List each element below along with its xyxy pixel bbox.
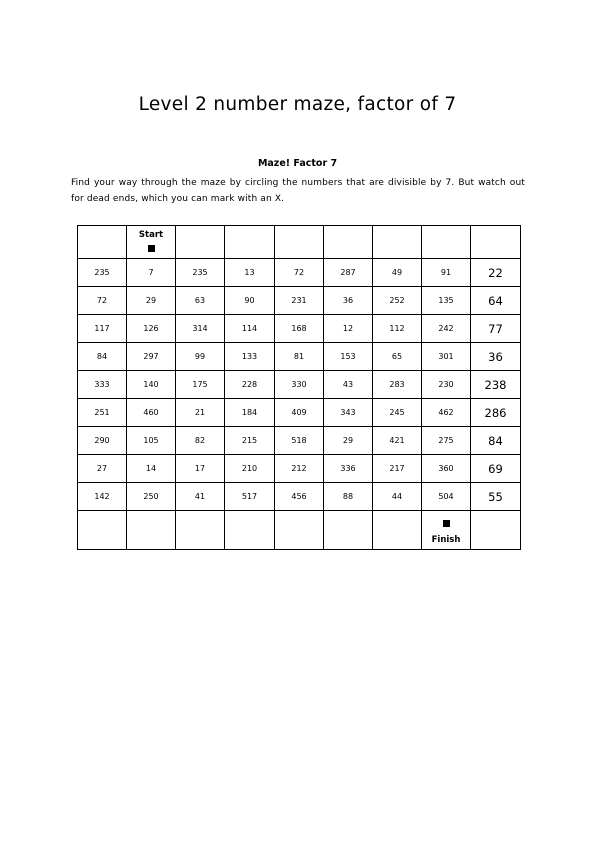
maze-number-cell[interactable]: 99 bbox=[176, 343, 225, 371]
maze-number-cell[interactable]: 360 bbox=[422, 455, 471, 483]
maze-number-cell[interactable]: 142 bbox=[78, 483, 127, 511]
maze-number-cell[interactable]: 36 bbox=[324, 287, 373, 315]
maze-empty-cell bbox=[373, 511, 422, 550]
maze-start-row bbox=[78, 226, 521, 259]
maze-number-cell[interactable]: 112 bbox=[373, 315, 422, 343]
maze-empty-cell bbox=[324, 511, 373, 550]
maze-number-cell[interactable]: 29 bbox=[127, 287, 176, 315]
maze-empty-cell bbox=[373, 226, 422, 259]
maze-number-cell[interactable]: 242 bbox=[422, 315, 471, 343]
maze-grid bbox=[77, 225, 521, 550]
maze-number-cell[interactable]: 230 bbox=[422, 371, 471, 399]
maze-number-cell[interactable]: 286 bbox=[471, 399, 521, 427]
maze-number-cell[interactable]: 17 bbox=[176, 455, 225, 483]
maze-row bbox=[78, 315, 521, 343]
maze-number-cell[interactable]: 175 bbox=[176, 371, 225, 399]
maze-row bbox=[78, 259, 521, 287]
maze-number-cell[interactable]: 290 bbox=[78, 427, 127, 455]
maze-row bbox=[78, 455, 521, 483]
maze-number-cell[interactable]: 287 bbox=[324, 259, 373, 287]
finish-marker-icon bbox=[443, 520, 450, 527]
maze-number-cell[interactable]: 13 bbox=[225, 259, 275, 287]
maze-empty-cell bbox=[78, 511, 127, 550]
maze-number-cell[interactable]: 65 bbox=[373, 343, 422, 371]
maze-number-cell[interactable]: 140 bbox=[127, 371, 176, 399]
maze-number-cell[interactable]: 69 bbox=[471, 455, 521, 483]
maze-number-cell[interactable]: 64 bbox=[471, 287, 521, 315]
maze-number-cell[interactable]: 235 bbox=[78, 259, 127, 287]
maze-empty-cell bbox=[225, 226, 275, 259]
maze-number-cell[interactable]: 21 bbox=[176, 399, 225, 427]
maze-number-cell[interactable]: 245 bbox=[373, 399, 422, 427]
start-marker-icon bbox=[148, 245, 155, 252]
maze-empty-cell bbox=[127, 511, 176, 550]
maze-row bbox=[78, 371, 521, 399]
maze-number-cell[interactable]: 49 bbox=[373, 259, 422, 287]
maze-row bbox=[78, 399, 521, 427]
maze-empty-cell bbox=[176, 226, 225, 259]
maze-number-cell[interactable]: 184 bbox=[225, 399, 275, 427]
maze-empty-cell bbox=[422, 226, 471, 259]
maze-number-cell[interactable]: 228 bbox=[225, 371, 275, 399]
maze-number-cell[interactable]: 90 bbox=[225, 287, 275, 315]
maze-number-cell[interactable]: 168 bbox=[275, 315, 324, 343]
maze-number-cell[interactable]: 22 bbox=[471, 259, 521, 287]
maze-number-cell[interactable]: 7 bbox=[127, 259, 176, 287]
maze-number-cell[interactable]: 504 bbox=[422, 483, 471, 511]
maze-number-cell[interactable]: 235 bbox=[176, 259, 225, 287]
maze-number-cell[interactable]: 12 bbox=[324, 315, 373, 343]
finish-label: Finish bbox=[431, 534, 461, 545]
maze-empty-cell bbox=[324, 226, 373, 259]
maze-empty-cell bbox=[471, 226, 521, 259]
maze-number-cell[interactable]: 231 bbox=[275, 287, 324, 315]
maze-number-cell[interactable]: 91 bbox=[422, 259, 471, 287]
maze-number-cell[interactable]: 114 bbox=[225, 315, 275, 343]
maze-number-cell[interactable]: 135 bbox=[422, 287, 471, 315]
maze-empty-cell bbox=[176, 511, 225, 550]
maze-number-cell[interactable]: 41 bbox=[176, 483, 225, 511]
maze-number-cell[interactable]: 126 bbox=[127, 315, 176, 343]
maze-subtitle: Maze! Factor 7 bbox=[257, 158, 338, 169]
maze-number-cell[interactable]: 29 bbox=[324, 427, 373, 455]
maze-row bbox=[78, 343, 521, 371]
maze-number-cell[interactable]: 215 bbox=[225, 427, 275, 455]
maze-number-cell[interactable]: 343 bbox=[324, 399, 373, 427]
maze-number-cell[interactable]: 82 bbox=[176, 427, 225, 455]
maze-number-cell[interactable]: 333 bbox=[78, 371, 127, 399]
maze-number-cell[interactable]: 314 bbox=[176, 315, 225, 343]
maze-number-cell[interactable]: 36 bbox=[471, 343, 521, 371]
maze-number-cell[interactable]: 460 bbox=[127, 399, 176, 427]
finish-cell[interactable] bbox=[422, 511, 471, 550]
maze-row bbox=[78, 427, 521, 455]
maze-number-cell[interactable]: 518 bbox=[275, 427, 324, 455]
maze-number-cell[interactable]: 105 bbox=[127, 427, 176, 455]
maze-number-cell[interactable]: 210 bbox=[225, 455, 275, 483]
maze-number-cell[interactable]: 283 bbox=[373, 371, 422, 399]
maze-finish-row bbox=[78, 511, 521, 550]
maze-number-cell[interactable]: 72 bbox=[78, 287, 127, 315]
maze-number-cell[interactable]: 409 bbox=[275, 399, 324, 427]
maze-number-cell[interactable]: 14 bbox=[127, 455, 176, 483]
maze-number-cell[interactable]: 336 bbox=[324, 455, 373, 483]
maze-number-cell[interactable]: 77 bbox=[471, 315, 521, 343]
maze-number-cell[interactable]: 27 bbox=[78, 455, 127, 483]
maze-row bbox=[78, 287, 521, 315]
maze-number-cell[interactable]: 43 bbox=[324, 371, 373, 399]
maze-number-cell[interactable]: 153 bbox=[324, 343, 373, 371]
maze-row bbox=[78, 483, 521, 511]
maze-number-cell[interactable]: 330 bbox=[275, 371, 324, 399]
maze-number-cell[interactable]: 217 bbox=[373, 455, 422, 483]
maze-number-cell[interactable]: 117 bbox=[78, 315, 127, 343]
maze-number-cell[interactable]: 250 bbox=[127, 483, 176, 511]
maze-number-cell[interactable]: 275 bbox=[422, 427, 471, 455]
maze-empty-cell bbox=[471, 511, 521, 550]
maze-number-cell[interactable]: 63 bbox=[176, 287, 225, 315]
maze-number-cell[interactable]: 84 bbox=[471, 427, 521, 455]
maze-empty-cell bbox=[225, 511, 275, 550]
maze-empty-cell bbox=[275, 226, 324, 259]
maze-number-cell[interactable]: 301 bbox=[422, 343, 471, 371]
maze-number-cell[interactable]: 421 bbox=[373, 427, 422, 455]
maze-number-cell[interactable]: 462 bbox=[422, 399, 471, 427]
start-cell[interactable] bbox=[127, 226, 176, 259]
instructions-text: Find your way through the maze by circling the numbers that are divisible by 7. But watch out for dead ends, which you can mark with an X. bbox=[71, 178, 525, 204]
maze-number-cell[interactable]: 88 bbox=[324, 483, 373, 511]
maze-number-cell[interactable]: 133 bbox=[225, 343, 275, 371]
maze-number-cell[interactable]: 72 bbox=[275, 259, 324, 287]
maze-number-cell[interactable]: 212 bbox=[275, 455, 324, 483]
maze-number-cell[interactable]: 55 bbox=[471, 483, 521, 511]
start-label: Start bbox=[138, 230, 164, 240]
maze-number-cell[interactable]: 252 bbox=[373, 287, 422, 315]
maze-empty-cell bbox=[275, 511, 324, 550]
maze-empty-cell bbox=[78, 226, 127, 259]
maze-number-cell[interactable]: 251 bbox=[78, 399, 127, 427]
maze-number-cell[interactable]: 238 bbox=[471, 371, 521, 399]
maze-number-cell[interactable]: 517 bbox=[225, 483, 275, 511]
maze-number-cell[interactable]: 297 bbox=[127, 343, 176, 371]
maze-number-cell[interactable]: 44 bbox=[373, 483, 422, 511]
maze-number-cell[interactable]: 81 bbox=[275, 343, 324, 371]
maze-number-cell[interactable]: 84 bbox=[78, 343, 127, 371]
maze-number-cell[interactable]: 456 bbox=[275, 483, 324, 511]
page-title: Level 2 number maze, factor of 7 bbox=[138, 94, 457, 115]
